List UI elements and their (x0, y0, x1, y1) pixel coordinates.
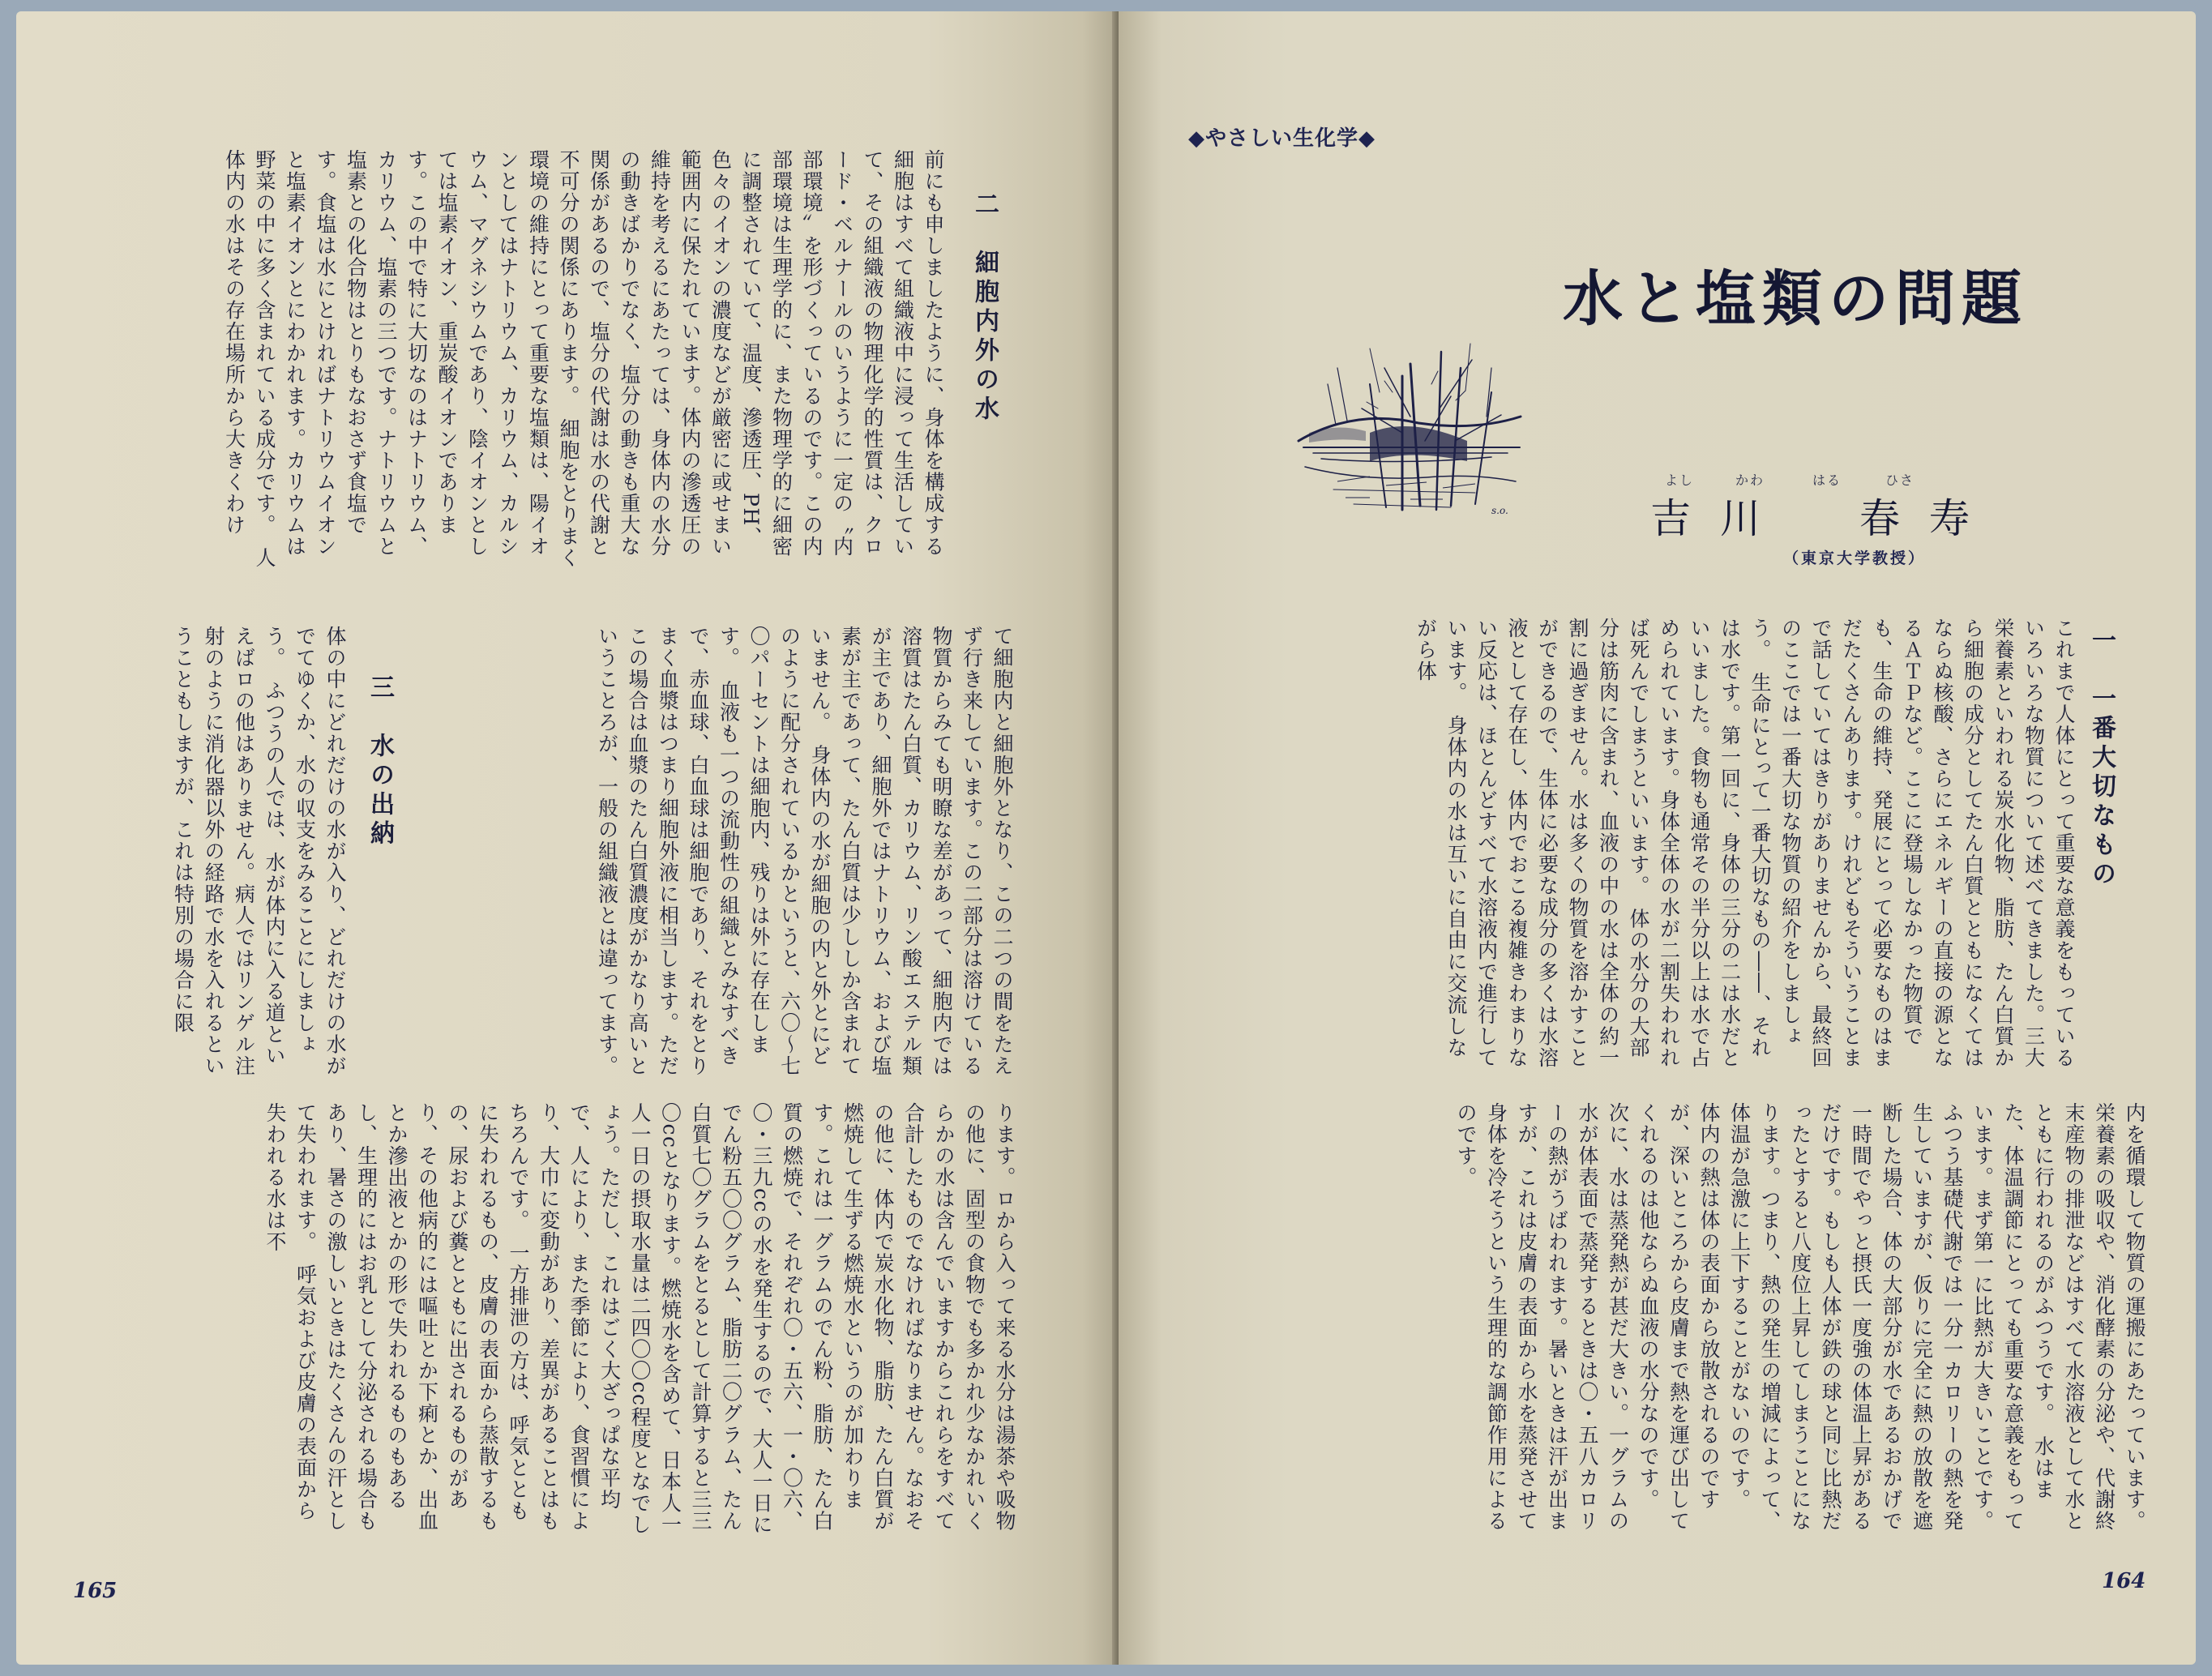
svg-text:s.o.: s.o. (1491, 505, 1508, 516)
author-ruby-3: はる (1812, 472, 1842, 488)
author-ruby-4: ひさ (1885, 472, 1915, 488)
section-heading-cells: 二 細胞内外の水 (970, 191, 999, 425)
page-number-164: 164 (2102, 1569, 2146, 1593)
page-number-165: 165 (73, 1579, 118, 1603)
left-page (16, 11, 1127, 1665)
author-ruby-1: よし (1665, 472, 1695, 488)
author-affiliation: （東京大学教授） (1783, 549, 1927, 567)
tree-illustration (1289, 319, 1524, 522)
right-page (1119, 11, 2196, 1665)
section-heading-important: 一 一番大切なもの (2087, 627, 2116, 890)
series-label: ◆やさしい生化学◆ (1188, 126, 1376, 151)
body-text-section2-top: 前にも申しましたように、身体を構成する細胞はすべて組織液中に浸って生活していて、その組織液の物理化学的性質は、クロード・ベルナールのいうように一定の〝内部環境〟を形づくっているのです。この内部環境は生理学的に、また物理学的に細密に調整されていて、温度、滲透圧、PH、色々のイオンの濃度などが厳密に或せまい範囲内に保たれています。体内の滲透圧の維持を考えるにあたっては、身体内の水分の動きばかりでなく、塩分の動きも重大な関係があるので、塩分の代謝は水の代謝と不可分の関係にあります。 細胞をとりまく環境の維持にとって重要な塩類は、陽イオンとしてはナトリウム、カリウム、カルシウム、マグネシウムであり、陰イオンとしては塩素イオン、重炭酸イオンであります。この中で特に大切なのはナトリウム、カリウム、塩素の三つです。ナトリウムと塩素との化合物はとりもなおさず食塩です。食塩は水にとければナトリウムイオンと塩素イオンとにわかれます。カリウムは野菜の中に多く含まれている成分です。 人体内の水はその存在場所から大きくわけ (222, 149, 945, 569)
section-heading-balance: 三 水の出納 (366, 674, 394, 849)
body-text-section3-bottom: ります。ロから入って来る水分は湯茶や吸物の他に、固型の食物でも多かれ少なかれいくらかの水は含んでいますからこれらをすべて合計したものでなければなりません。なおその他に、体内で炭水化物、脂肪、たん白質が燃焼して生ずる燃焼水というのが加わります。これは一グラムのでん粉、脂肪、たん白質の燃焼で、それぞれ〇・五六、一・〇六、〇・三九ccの水を発生するので、大人一日にでん粉五〇〇グラム、脂肪二〇グラム、たん白質七〇グラムをとるとして計算すると三三〇ccとなります。燃焼水を含めて、日本人一人一日の摂取水量は二四〇〇cc程度となでしょう。ただし、これはごく大ざっぱな平均で、人により、また季節により、食習慣によ り、大巾に変動があり、差異があることはもちろんです。 一方排泄の方は、呼気とともに失われるもの、皮膚の表面から蒸散するもの、尿および糞とともに出されるものがあり、その他病的には嘔吐とか下痢とか、出血とか滲出液とかの形で失われるものもあるし、生理的にはお乳として分泌される場合もあり、暑さの激しいときはたくさんの汗として失われます。 呼気および皮膚の表面から失われる水は不 (263, 1102, 1016, 1536)
author-name: 吉川 春寿 (1650, 495, 1999, 542)
body-text-section1-top: これまで人体にとって重要な意義をもっているいろいろな物質について述べてきました。三大栄養素といわれる炭水化物、脂肪、たん白質から細胞の成分としてたん白質とともになくてはならぬ核酸、さらにエネルギーの直接の源となるＡＴＰなど。ここに登場しなかった物質でも、生命の維持、発展にとって必要なものはまだたくさんあります。けれどもそういうことまで話していてはきりがありませんから、最終回のここでは一番大切な物質の紹介をしましょう。 生命にとって一番大切なもの――、それは水です。第一回に、身体の三分の二は水だといいました。食物も通常その半分以上は水で占められています。身体全体の水が二割失われれば死んでしまうといいます。 体の水分の大部分は筋肉に含まれ、血液の中の水は全体の約一割に過ぎません。水は多くの物質を溶かすことができるので、生体に必要な成分の多くは水溶液として存在し、体内でおこる複雑きわまりない反応は、ほとんどすべて水溶液内で進行しています。 身体内の水は互いに自由に交流しながら体 (1414, 618, 2076, 1069)
body-text-section1-bottom: 内を循環して物質の運搬にあたっています。栄養素の吸収や、消化酵素の分泌や、代謝終末産物の排泄などはすべて水溶液として水とともに行われるのがふつうです。 水はまた、体温調節にとっても重要な意義をもっています。まず第一に比熱が大きいことです。ふつう基礎代謝では一分一カロリーの熱を発生していますが、仮りに完全に熱の放散を遮断した場合、体の大部分が水であるおかげで一時間でやっと摂氏一度強の体温上昇があるだけです。もしも人体が鉄の球と同じ比熱だったとすると八度位上昇してしまうことになります。つまり、熱の発生の増減によって、体温が急激に上下することがないのです。 体内の熱は体の表面から放散されるのですが、深いところから皮膚まで熱を運び出してくれるのは他ならぬ血液の水分なのです。 次に、水は蒸発熱が甚だ大きい。一グラムの水が体表面で蒸発するときは〇・五八カロリーの熱がうばわれます。暑いときは汗が出ますが、これは皮膚の表面から水を蒸発させて身体を冷そうという生理的な調節作用によるのです。 (1454, 1102, 2146, 1532)
body-text-section3-mid: 体の中にどれだけの水が入り、どれだけの水がでてゆくか、水の収支をみることにしましょう。 ふつうの人では、水が体内に入る道といえばロの他はありません。病人ではリンゲル注射のように消化器以外の経路で水を入れるということもしますが、これは特別の場合に限 (171, 626, 347, 1077)
body-text-section2-mid: て細胞内と細胞外となり、この二つの間をたえず行き来しています。この二部分は溶けている物質からみても明瞭な差があって、細胞内では溶質はたん白質、カリウム、リン酸エステル類が主であり、細胞外ではナトリウム、および塩素が主であって、たん白質は少ししか含まれていません。 身体内の水が細胞の内と外とにどのように配分されているかというと、六〇～七〇パーセントは細胞内、残りは外に存在します。 血液も一つの流動性の組織とみなすべきで、赤血球、白血球は細胞であり、それをとりまく血漿はつまり細胞外液に相当します。ただこの場合は血漿のたん白質濃度がかなり高いということろが、一般の組織液とは違ってます。 (595, 626, 1014, 1077)
author-ruby-2: かわ (1735, 472, 1765, 488)
article-title: 水と塩類の問題 (1563, 264, 2028, 334)
